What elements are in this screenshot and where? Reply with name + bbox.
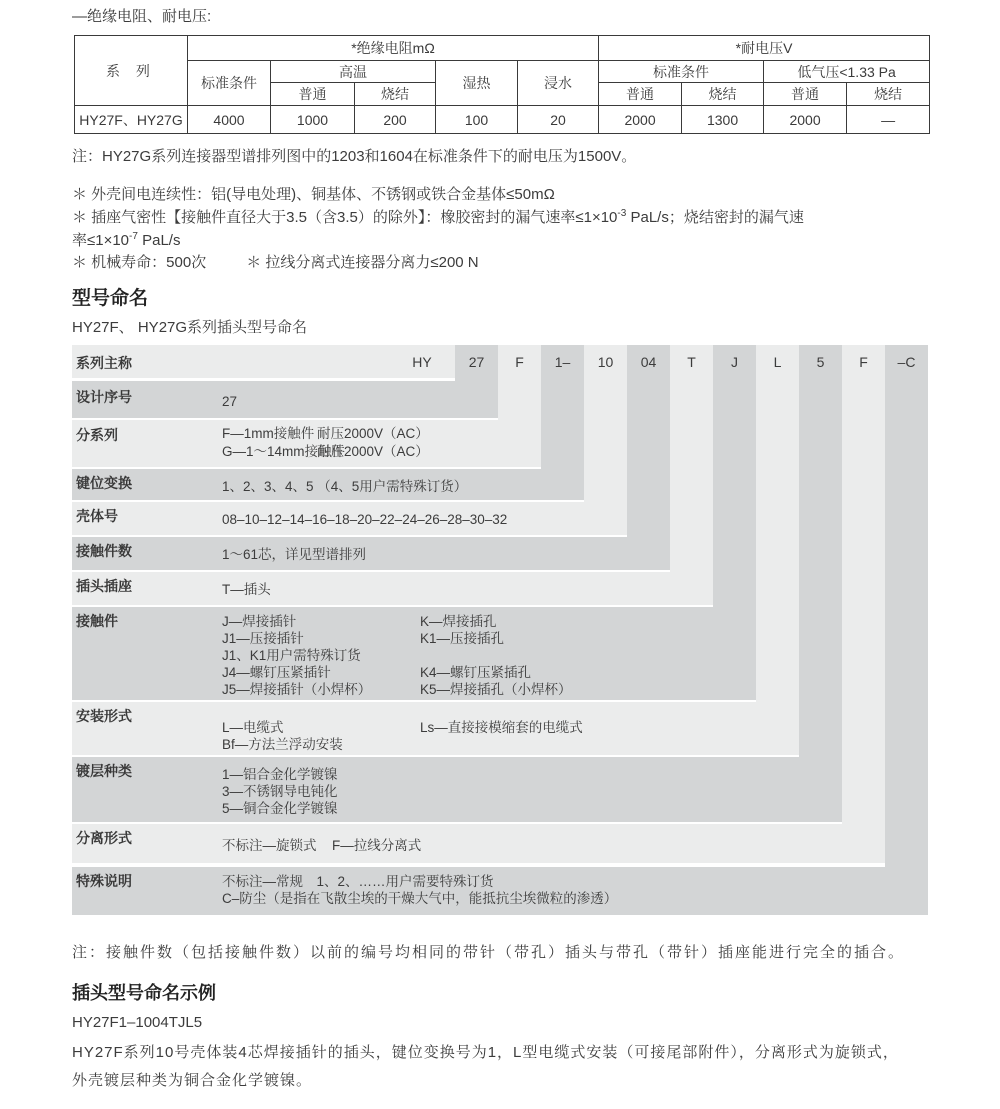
spec-sintered-1: 烧结: [355, 83, 436, 106]
naming-content: 27: [222, 394, 238, 409]
spec-value: 100: [436, 106, 518, 134]
note-mating-compatibility: 注：接触件数（包括接触件数）以前的编号均相同的带针（带孔）插头与带孔（带针）插座能进行完全的插合。: [72, 944, 906, 961]
naming-column-stripe: [627, 345, 670, 570]
note-withstand-voltage: 注：HY27G系列连接器型谱排列图中的1203和1604在标准条件下的耐电压为1500V。: [72, 148, 637, 165]
naming-content: F—1mm接触件: [222, 426, 315, 441]
spec-ordinary-2: 普通: [599, 83, 682, 106]
spec-std-condition-2: 标准条件: [599, 61, 764, 83]
spec-value: 200: [355, 106, 436, 134]
naming-content: 08–10–12–14–16–18–20–22–24–26–28–30–32: [222, 512, 508, 527]
naming-label: 镀层种类: [76, 763, 132, 779]
naming-content: J5—焊接插针（小焊杯）: [222, 682, 372, 697]
naming-label: 分离形式: [76, 830, 132, 846]
spec-group-insulation: *绝缘电阻mΩ: [188, 36, 599, 61]
spec-value: 4000: [188, 106, 271, 134]
code-series-prefix: HY: [412, 354, 432, 370]
note-airtightness-cont: 率$\le 1\times 10^{-7}$ PaL/s: [72, 231, 181, 249]
code-mounting: L: [773, 354, 782, 370]
note-airtightness: ＊ 插座气密性【接触件直径大于3.5（含3.5）的除外】：橡胶密封的漏气速率$\le 1\times 10^{-3}$ PaL/s；烧结密封的漏气速: [72, 208, 804, 226]
spec-ordinary-3: 普通: [764, 83, 847, 106]
subtitle-model-naming: HY27F、 HY27G系列插头型号命名: [72, 319, 308, 336]
spec-low-pressure: 低气压<1.33 Pa: [764, 61, 930, 83]
naming-label: 接触件: [76, 613, 118, 629]
naming-content: J1—压接插针: [222, 631, 304, 646]
naming-content: 不标注—旋锁式: [222, 838, 317, 853]
naming-row-band: [72, 607, 756, 700]
naming-row-band: [72, 537, 670, 570]
spec-damp-heat: 湿热: [436, 61, 518, 106]
spec-value: 1000: [271, 106, 355, 134]
naming-column-stripe: [842, 345, 885, 863]
naming-column-stripe: [713, 345, 756, 700]
naming-content: 5—铜合金化学镀镍: [222, 801, 338, 816]
naming-label: 插头插座: [76, 578, 132, 594]
example-description-line1: HY27F系列10号壳体装4芯焊接插针的插头，键位变换号为1，L型电缆式安装（可接尾部附件），分离形式为旋锁式，: [72, 1044, 899, 1061]
naming-content: T—插头: [222, 582, 271, 597]
spec-group-voltage: *耐电压V: [599, 36, 930, 61]
spec-corner-series: 系 列: [75, 36, 188, 106]
naming-column-stripe: [756, 345, 799, 755]
naming-content: 耐压2000V（AC）: [317, 426, 429, 441]
naming-content: 1、2、3、4、5 （4、5用户需特殊订货）: [222, 479, 468, 494]
naming-label: 设计序号: [76, 389, 132, 405]
naming-content: 不标注—常规 1、2、……用户需要特殊订货: [222, 874, 494, 889]
code-plug-socket: T: [687, 354, 696, 370]
naming-row-band: [72, 824, 885, 863]
naming-label: 安装形式: [76, 708, 132, 724]
spec-immersion: 浸水: [518, 61, 599, 106]
code-separation: F: [859, 354, 868, 370]
spec-value: —: [847, 106, 930, 134]
naming-label: 分系列: [76, 427, 118, 443]
naming-row-band: [72, 381, 498, 418]
naming-content: J4—螺钉压紧插针: [222, 665, 331, 680]
code-plating: 5: [816, 354, 825, 370]
naming-content: 1—铝合金化学镀镍: [222, 767, 338, 782]
code-sub-series: F: [515, 354, 524, 370]
naming-content: 3—不锈钢导电钝化: [222, 784, 338, 799]
code-contact-type: J: [731, 354, 738, 370]
naming-content: C–防尘（是指在飞散尘埃的干燥大气中，能抵抗尘埃微粒的渗透）: [222, 891, 618, 906]
naming-column-stripe: [885, 345, 928, 915]
naming-content: J1、K1用户需特殊订货: [222, 648, 361, 663]
code-key-position: 1–: [554, 354, 571, 370]
spec-high-temp: 高温: [271, 61, 436, 83]
naming-content: J—焊接插针: [222, 614, 297, 629]
spec-value: 1300: [682, 106, 764, 134]
code-shell-number: 10: [597, 354, 614, 370]
naming-label: 接触件数: [76, 543, 132, 559]
naming-column-stripe: [799, 345, 842, 822]
naming-column-stripe: [584, 345, 627, 535]
naming-content: Ls—直接接模缩套的电缆式: [420, 720, 583, 735]
spec-sintered-3: 烧结: [847, 83, 930, 106]
naming-label: 键位变换: [76, 475, 132, 491]
note-mechanical-life: ＊ 机械寿命：500次 ＊ 拉线分离式连接器分离力≤200 N: [72, 254, 479, 271]
naming-label: 系列主称: [76, 355, 132, 371]
spec-value: 2000: [764, 106, 847, 134]
spec-value: 2000: [599, 106, 682, 134]
naming-content: K—焊接插孔: [420, 614, 497, 629]
naming-content: 1～61芯，详见型谱排列: [222, 547, 367, 562]
naming-column-stripe: [670, 345, 713, 605]
heading-model-naming: 型号命名: [72, 288, 149, 309]
naming-content: F—拉线分离式: [332, 838, 422, 853]
naming-content: 耐压2000V（AC）: [317, 444, 429, 459]
spec-ordinary-1: 普通: [271, 83, 355, 106]
naming-content: K5—焊接插孔（小焊杯）: [420, 682, 572, 697]
naming-content: L—电缆式: [222, 720, 284, 735]
naming-content: K1—压接插孔: [420, 631, 505, 646]
example-description-line2: 外壳镀层种类为铜合金化学镀镍。: [72, 1072, 313, 1089]
section-title-insulation: —绝缘电阻、耐电压:: [72, 8, 212, 25]
naming-content: K4—螺钉压紧插孔: [420, 665, 532, 680]
naming-row-band: [72, 572, 713, 605]
naming-row-band: [72, 757, 842, 822]
spec-table: [74, 35, 930, 134]
spec-series-value: HY27F、HY27G: [75, 106, 188, 134]
naming-label: 特殊说明: [76, 873, 132, 889]
naming-content: G—1～14mm接触件: [222, 444, 346, 459]
code-special: –C: [897, 354, 916, 370]
spec-sintered-2: 烧结: [682, 83, 764, 106]
spec-std-condition-1: 标准条件: [188, 61, 271, 106]
note-shell-continuity: ＊ 外壳间电连续性：铝(导电处理)、铜基体、不锈钢或铁合金基体≤50mΩ: [72, 186, 555, 203]
naming-label: 壳体号: [76, 508, 118, 524]
example-model-code: HY27F1–1004TJL5: [72, 1014, 203, 1031]
code-design-serial: 27: [468, 354, 485, 370]
heading-naming-example: 插头型号命名示例: [72, 983, 216, 1003]
naming-content: Bf—方法兰浮动安装: [222, 737, 343, 752]
naming-diagram: [72, 345, 928, 915]
code-contact-count: 04: [640, 354, 657, 370]
spec-value: 20: [518, 106, 599, 134]
